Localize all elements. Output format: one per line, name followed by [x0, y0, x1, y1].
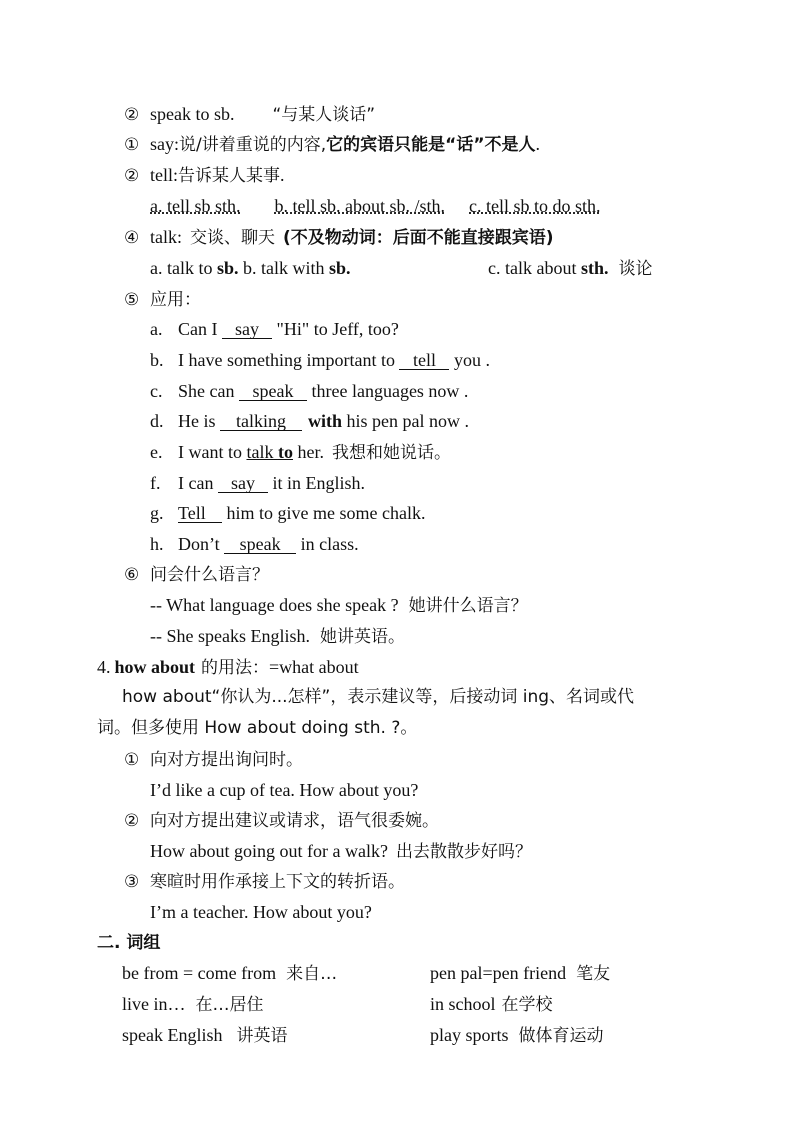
- exercise-d: [150, 410, 469, 432]
- text: in school: [430, 994, 496, 1014]
- text: it in English.: [267, 473, 365, 493]
- text: his pen pal now .: [342, 411, 469, 431]
- text: 我想和她说话。: [331, 443, 451, 463]
- text: Don’t: [178, 534, 225, 554]
- line-how-1-en: I’d like a cup of tea. How about you?: [150, 780, 419, 800]
- text: 向对方提出建议或请求，语气很委婉。: [150, 811, 439, 831]
- line-language-a: [150, 625, 405, 648]
- text: -- She speaks English.: [150, 626, 310, 646]
- text: tell:: [150, 165, 178, 185]
- text: I want to: [178, 442, 247, 462]
- text: She can: [178, 381, 239, 401]
- exercise-a: [150, 318, 399, 340]
- text: a. tell sb sth.: [150, 196, 241, 216]
- text: to: [277, 442, 293, 462]
- item-label: c.: [150, 381, 163, 401]
- exercise-g: [150, 502, 425, 524]
- line-talk-examples-c: [488, 257, 653, 280]
- paragraph-line-1: how about“你认为...怎样”，表示建议等，后接动词 ing、名词或代: [122, 687, 635, 707]
- circled-number: ②: [124, 105, 140, 125]
- line-speak-to: [124, 103, 375, 126]
- text: 笔友: [576, 964, 611, 984]
- item-label: b.: [150, 350, 164, 370]
- text: sth.: [580, 258, 609, 278]
- text: “与某人谈话”: [272, 105, 376, 125]
- text: 说/讲着重说的内容,: [179, 135, 327, 155]
- text: pen pal=pen friend: [430, 963, 567, 983]
- text: 出去散散步好吗？: [395, 842, 532, 862]
- text: 向对方提出询问时。: [150, 750, 303, 770]
- text: her.: [292, 442, 324, 462]
- text: 交谈、聊天: [190, 228, 275, 248]
- text: 她讲英语。: [319, 627, 405, 647]
- item-label: f.: [150, 473, 161, 493]
- text: 她讲什么语言？: [408, 596, 528, 616]
- line-language-q: [150, 594, 528, 617]
- text: 来自…: [286, 964, 338, 984]
- section-heading-phrases: 二. 词组: [97, 933, 161, 953]
- text: sb.: [329, 258, 351, 278]
- answer-blank: say: [222, 320, 272, 339]
- item-label: e.: [150, 442, 163, 462]
- text: talk:: [150, 227, 182, 247]
- answer-blank: speak: [239, 382, 307, 401]
- item-label: h.: [150, 534, 164, 554]
- text: be from = come from: [122, 963, 277, 983]
- answer-blank: tell: [399, 351, 449, 370]
- circled-number: ⑤: [124, 290, 140, 310]
- line-say: [124, 133, 540, 156]
- phrase: [430, 962, 610, 985]
- phrase: [122, 1024, 288, 1047]
- answer-blank: Tell: [178, 504, 222, 523]
- circled-number: ④: [124, 228, 140, 248]
- text: c. talk about: [488, 258, 581, 278]
- text: b. tell sb. about sb. /sth.: [274, 196, 445, 216]
- exercise-h: [150, 533, 359, 555]
- text: talk: [246, 442, 274, 462]
- line-tell: [124, 164, 285, 187]
- text: three languages now .: [306, 381, 469, 401]
- text: c. tell sb to do sth.: [469, 196, 601, 216]
- circled-number: ③: [124, 872, 140, 892]
- text: a. talk to: [150, 258, 217, 278]
- text: in class.: [296, 534, 359, 554]
- text: play sports: [430, 1025, 509, 1045]
- circled-number: ⑥: [124, 565, 140, 585]
- text: =what about: [269, 657, 359, 677]
- line-how-2-en: [150, 840, 532, 863]
- phrase: [122, 993, 264, 1016]
- phrase: [430, 993, 553, 1016]
- line-how-3-en: I’m a teacher. How about you?: [150, 902, 372, 922]
- item-label: d.: [150, 411, 164, 431]
- phrase: [430, 1024, 604, 1047]
- text: 问会什么语言？: [150, 565, 269, 585]
- exercise-c: [150, 380, 468, 402]
- text: 讲英语: [236, 1026, 288, 1046]
- text: 寒暄时用作承接上下文的转折语。: [150, 872, 405, 892]
- text: How about going out for a walk?: [150, 841, 388, 861]
- line-tell-examples: [150, 195, 601, 217]
- circled-number: ①: [124, 750, 140, 770]
- text: speak to sb.: [150, 104, 235, 124]
- answer-blank: speak: [224, 535, 296, 554]
- text: Can I: [178, 319, 222, 339]
- text: speak English: [122, 1025, 223, 1045]
- circled-number: ②: [124, 166, 140, 186]
- text: 在…居住: [195, 995, 264, 1015]
- line-language: [124, 563, 269, 586]
- answer-blank: say: [218, 474, 268, 493]
- item-label: g.: [150, 503, 164, 523]
- text: 告诉某人某事: [178, 166, 280, 186]
- section-heading-how-about: [97, 656, 359, 679]
- text: say:: [150, 134, 179, 154]
- exercise-f: [150, 472, 365, 494]
- text: 谈论: [618, 259, 653, 279]
- text: .: [280, 165, 285, 185]
- text: 它的宾语只能是“话”不是人: [326, 135, 536, 155]
- text: with: [308, 411, 343, 431]
- text: live in…: [122, 994, 186, 1014]
- line-apply: [124, 288, 201, 311]
- text: 在学校: [501, 995, 553, 1015]
- text: you .: [449, 350, 490, 370]
- line-how-1: [124, 748, 303, 771]
- line-talk: [124, 226, 554, 249]
- circled-number: ①: [124, 135, 140, 155]
- paragraph-line-2: 词。但多使用 How about doing sth. ?。: [97, 718, 418, 738]
- phrase: [122, 962, 337, 985]
- text: He is: [178, 411, 220, 431]
- circled-number: ②: [124, 811, 140, 831]
- answer-blank: talking: [220, 412, 302, 431]
- text: I have something important to: [178, 350, 400, 370]
- exercise-e: [150, 441, 451, 464]
- text: -- What language does she speak ?: [150, 595, 399, 615]
- text: 做体育运动: [518, 1026, 604, 1046]
- item-label: a.: [150, 319, 163, 339]
- text: .: [535, 134, 540, 154]
- text: I can: [178, 473, 218, 493]
- exercise-b: [150, 349, 490, 371]
- text: b. talk with: [238, 258, 329, 278]
- text: how about: [114, 657, 196, 677]
- line-how-3: [124, 870, 405, 893]
- text: 4.: [97, 657, 111, 677]
- text: (不及物动词：后面不能直接跟宾语): [283, 228, 554, 248]
- text: him to give me some chalk.: [222, 503, 426, 523]
- line-how-2: [124, 809, 439, 832]
- line-talk-examples: [150, 257, 351, 279]
- text: 应用：: [150, 290, 201, 310]
- text: "Hi" to Jeff, too?: [272, 319, 399, 339]
- text: 的用法：: [201, 658, 270, 678]
- text: sb.: [216, 258, 239, 278]
